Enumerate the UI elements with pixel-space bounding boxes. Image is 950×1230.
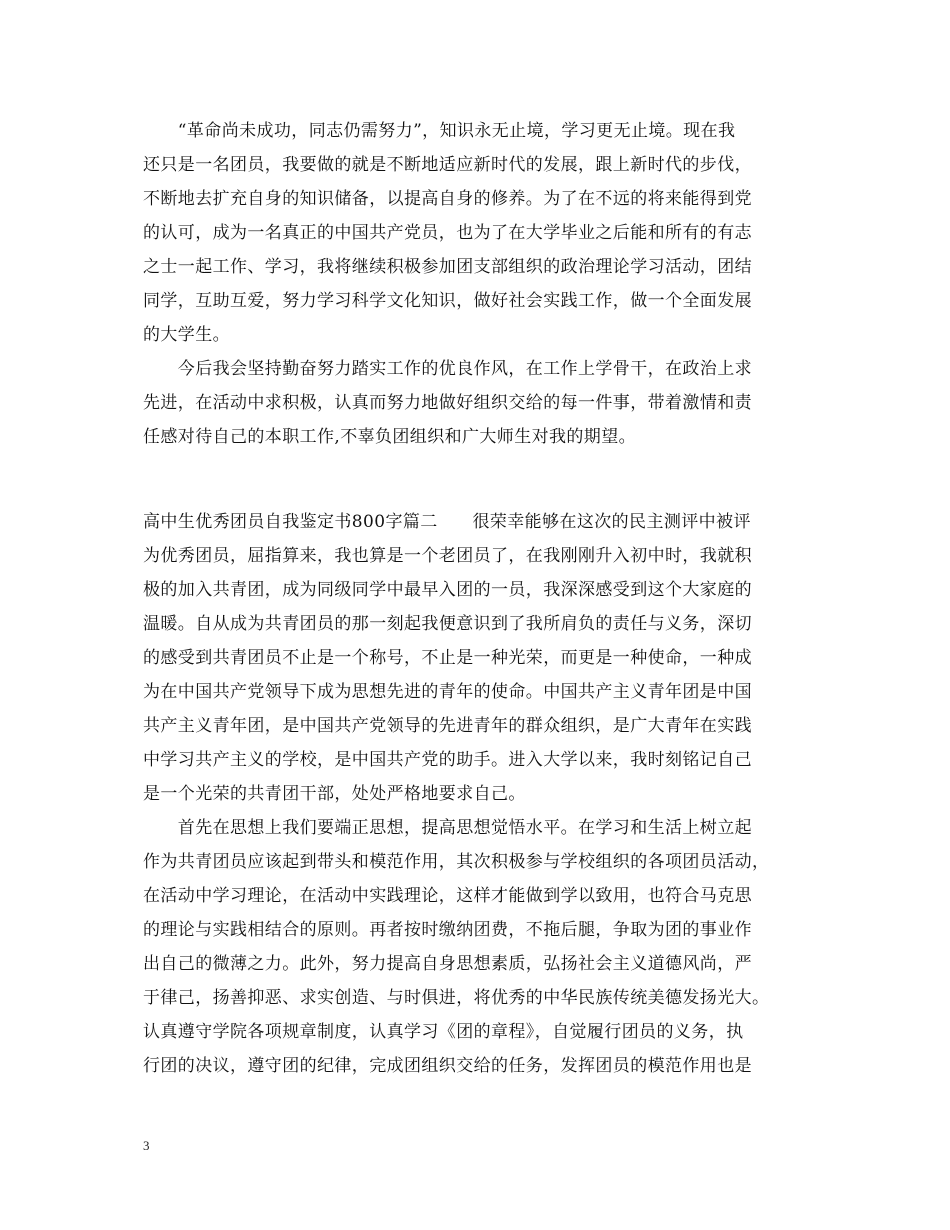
text-line: 的感受到共青团员不止是一个称号，不止是一种光荣，而更是一种使命，一种成 — [143, 648, 752, 668]
text-line: 今后我会坚持勤奋努力踏实工作的优良作风，在工作上学骨干，在政治上求 — [143, 359, 752, 379]
text-line: 还只是一名团员，我要做的就是不断地适应新时代的发展，跟上新时代的步伐， — [143, 155, 752, 175]
text-line: 为在中国共产党领导下成为思想先进的青年的使命。中国共产主义青年团是中国 — [143, 682, 752, 702]
text-line: 的理论与实践相结合的原则。再者按时缴纳团费，不拖后腿，争取为团的事业作 — [143, 920, 752, 940]
text-line: 作为共青团员应该起到带头和模范作用，其次积极参与学校组织的各项团员活动， — [143, 852, 770, 872]
text-line: 之士一起工作、学习，我将继续积极参加团支部组织的政治理论学习活动，团结 — [143, 257, 752, 277]
text-line: 出自己的微薄之力。此外，努力提高自身思想素质，弘扬社会主义道德风尚，严 — [143, 954, 752, 974]
text-line: 不断地去扩充自身的知识储备，以提高自身的修养。为了在不远的将来能得到党 — [143, 189, 752, 209]
text-line: 于律己，扬善抑恶、求实创造、与时俱进，将优秀的中华民族传统美德发扬光大。 — [143, 988, 770, 1008]
text-line: 中学习共产主义的学校，是中国共产党的助手。进入大学以来，我时刻铭记自己 — [143, 750, 752, 770]
text-line: 任感对待自己的本职工作,不辜负团组织和广大师生对我的期望。 — [143, 427, 637, 447]
body-text-block-2 — [143, 505, 813, 1083]
text-line: 极的加入共青团，成为同级同学中最早入团的一员，我深深感受到这个大家庭的 — [143, 580, 752, 600]
text-line: 为优秀团员，屈指算来，我也算是一个老团员了，在我刚刚升入初中时，我就积 — [143, 546, 752, 566]
text-line-with-heading: 高中生优秀团员自我鉴定书800字篇二 很荣幸能够在这次的民主测评中被评 — [143, 512, 751, 532]
text-line: 温暖。自从成为共青团员的那一刻起我便意识到了我所肩负的责任与义务，深切 — [143, 614, 752, 634]
text-line: 认真遵守学院各项规章制度，认真学习《团的章程》，自觉履行团员的义务，执 — [143, 1022, 744, 1042]
text-line: 在活动中学习理论，在活动中实践理论，这样才能做到学以致用，也符合马克思 — [143, 886, 752, 906]
text-line: 行团的决议，遵守团的纪律，完成团组织交给的任务，发挥团员的模范作用也是 — [143, 1056, 752, 1076]
text-line: 同学，互助互爱，努力学习科学文化知识，做好社会实践工作，做一个全面发展 — [143, 291, 752, 311]
text-line: 共产主义青年团，是中国共产党领导的先进青年的群众组织，是广大青年在实践 — [143, 716, 752, 736]
text-line: 首先在思想上我们要端正思想，提高思想觉悟水平。在学习和生活上树立起 — [143, 818, 752, 838]
text-line: 的大学生。 — [143, 325, 230, 345]
body-text-block-1 — [143, 114, 813, 454]
page-number: 3 — [143, 1138, 150, 1153]
text-line: 是一个光荣的共青团干部，处处严格地要求自己。 — [143, 784, 526, 804]
text-line: “革命尚未成功，同志仍需努力”，知识永无止境，学习更无止境。现在我 — [143, 121, 736, 141]
text-line: 的认可，成为一名真正的中国共产党员，也为了在大学毕业之后能和所有的有志 — [143, 223, 752, 243]
text-line: 先进，在活动中求积极，认真而努力地做好组织交给的每一件事，带着激情和责 — [143, 393, 752, 413]
